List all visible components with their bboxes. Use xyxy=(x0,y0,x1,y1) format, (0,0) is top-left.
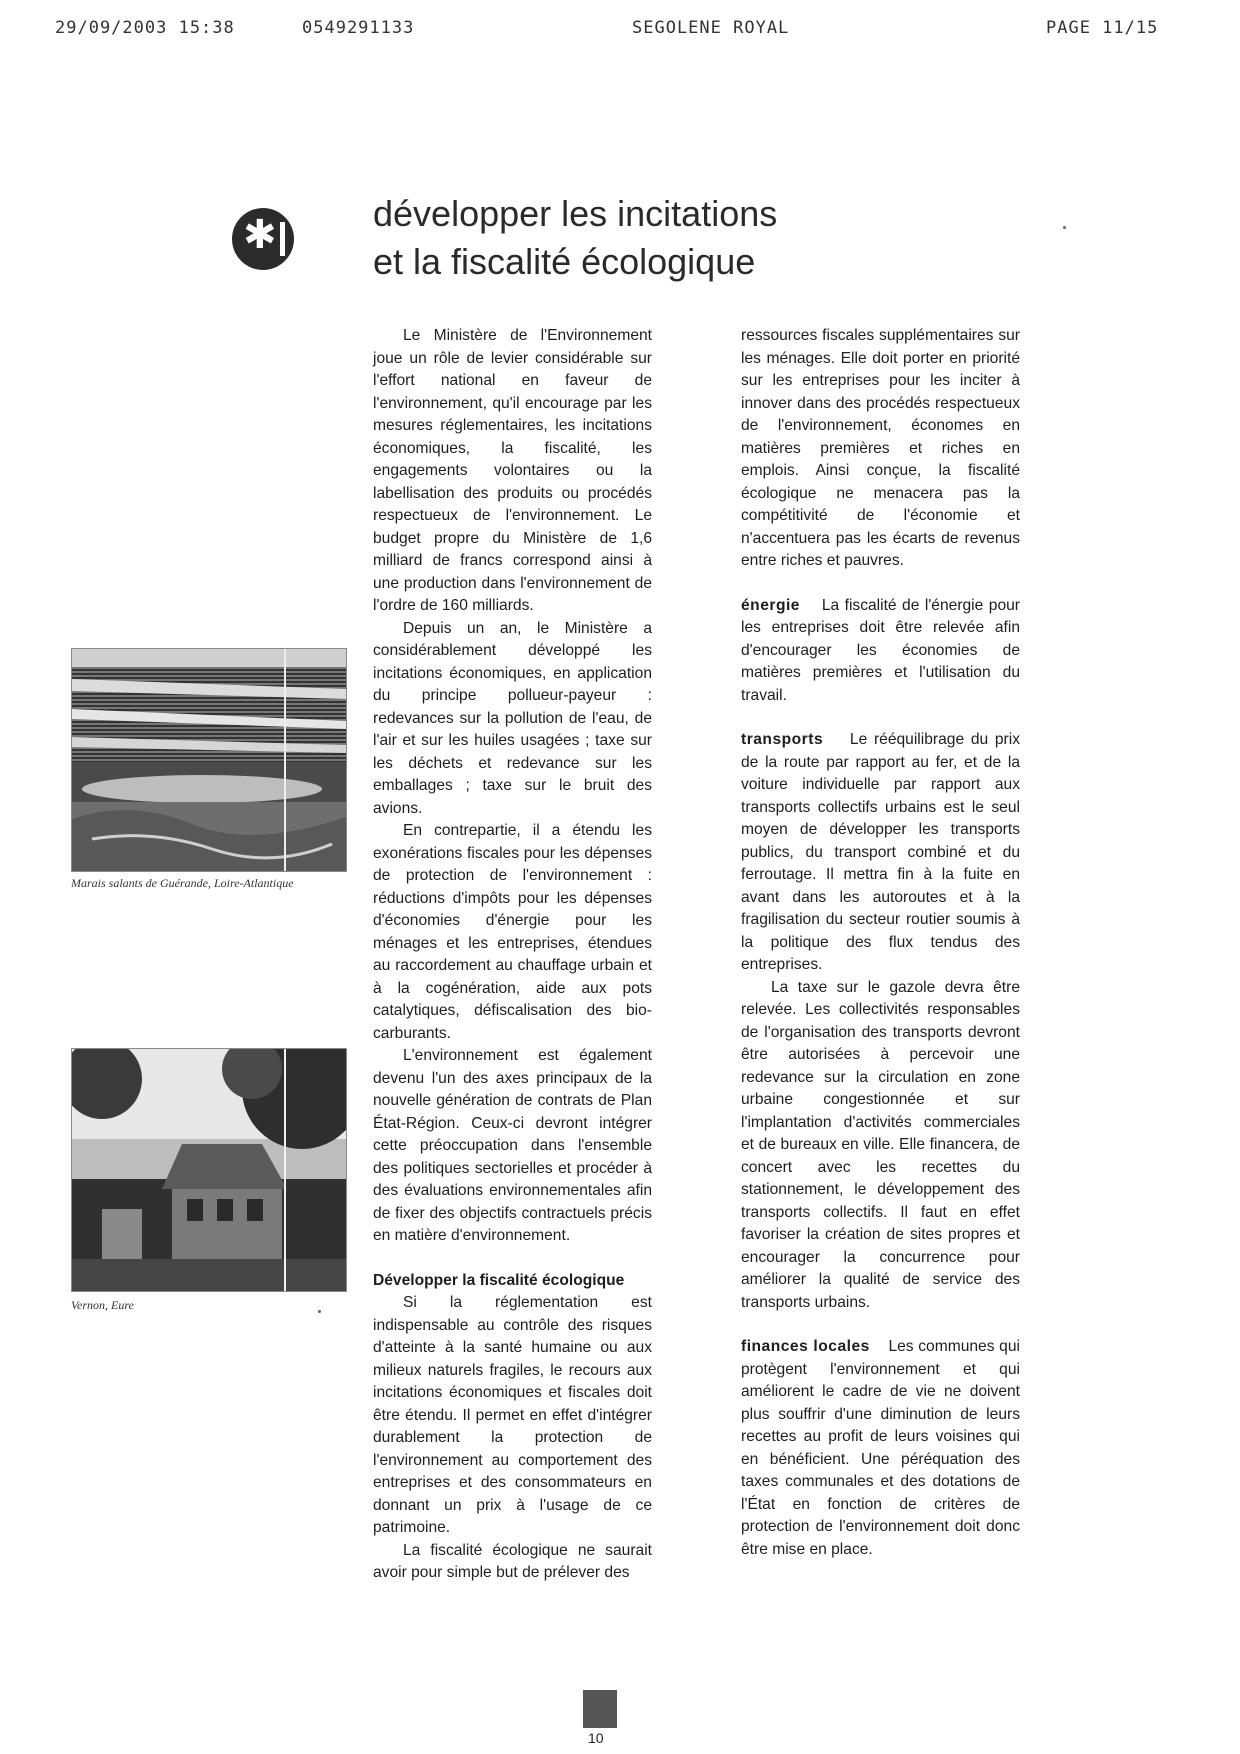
page-number: 10 xyxy=(588,1730,604,1746)
transports-paragraph xyxy=(741,729,1020,977)
scan-speck xyxy=(318,1310,321,1313)
energie-paragraph xyxy=(741,595,1020,708)
fax-number: 0549291133 xyxy=(302,18,415,38)
transports-text: Le rééquilibrage du prix de la route par rapport au fer, et de la voiture individuelle par rapport aux transports collectifs urbains est le seul moyen de développer les transports publics, du transport combiné et du ferroutage. Il mettra fin à la fuite en avant dans les autoroutes et à la fragilisation du secteur routier soumis à la politique des flux tendus des entreprises. xyxy=(741,731,1020,973)
finances-text: Les communes qui protègent l'environnement et qui améliorent le cadre de vie ne doivent plus souffrir d'une diminution de leurs recettes au profit de leurs voisines qui en bénéficient. Une péréquation des taxes communales et des dotations de l'État en fonction de critères de protection de l'environnement doit donc être mise en place. xyxy=(741,1338,1020,1558)
photo-caption-vernon: Vernon, Eure xyxy=(71,1298,134,1312)
col1-paragraph-3: En contrepartie, il a étendu les exonérations fiscales pour les dépenses de protection de l'environnement : réductions d'impôts pour les dépenses d'économies d'énergie pour les ménages et les entreprises, étendues au raccordement au chauffage urbain et à la cogénération, aide aux pots catalytiques, défiscalisation des bio-carburants. xyxy=(373,822,652,1042)
col1-paragraph-1: Le Ministère de l'Environnement joue un rôle de levier considérable sur l'effort national en faveur de l'environnement, qu'il encourage par les mesures réglementaires, les incitations économiques, la fiscalité, les engagements volontaires ou la labellisation des produits ou procédés respectueux de l'environnement. Le budget propre du Ministère de 1,6 milliard de francs correspond ainsi à une production dans l'environnement de l'ordre de 160 milliards. xyxy=(373,327,652,614)
col1-paragraph-5: Si la réglementation est indispensable au contrôle des risques d'atteinte à la santé humaine ou aux milieux naturels fragiles, le recours aux incitations économiques et fiscales doit être étendu. Il permet en effet d'intégrer durablement la protection de l'environnement au comportement des entreprises et des consommateurs en donnant un prix à l'usage de ce patrimoine. xyxy=(373,1294,652,1536)
energie-keyword: énergie xyxy=(741,596,800,614)
title-line-1: développer les incitations xyxy=(373,193,778,234)
page-title xyxy=(373,190,777,286)
col2-paragraph-2: La taxe sur le gazole devra être relevée. Les collectivités responsables de l'organisation des transports devront être autorisées à percevoir une redevance sur la circulation en zone urbaine congestionnée et sur l'implantation d'activités commerciales et de bureaux en ville. Elle financera, de concert avec les recettes du stationnement, le développement des transports collectifs. Il faut en effet favoriser la création de sites propres et encourager la concurrence pour améliorer la qualité de service des transports urbains. xyxy=(741,978,1020,1311)
energie-text: La fiscalité de l'énergie pour les entreprises doit être relevée afin d'encourager les économies de matières premières et l'utilisation du travail. xyxy=(741,596,1020,704)
article-column-1 xyxy=(373,325,652,1585)
salt-marsh-photo xyxy=(71,648,347,872)
finances-keyword: finances locales xyxy=(741,1338,870,1355)
fax-sender: SEGOLENE ROYAL xyxy=(632,18,790,38)
fax-datetime: 29/09/2003 15:38 xyxy=(55,18,235,38)
title-line-2: et la fiscalité écologique xyxy=(373,241,756,282)
transports-keyword: transports xyxy=(741,731,824,748)
finances-paragraph xyxy=(741,1336,1020,1561)
vernon-photo xyxy=(71,1048,347,1292)
page-marker xyxy=(583,1690,617,1728)
fax-page: PAGE 11/15 xyxy=(1046,18,1159,38)
col1-paragraph-4: L'environnement est également devenu l'un des axes principaux de la nouvelle génération de contrats de Plan État-Région. Ceux-ci devront intégrer cette préoccupation dans l'ensemble des politiques sectorielles et procéder à des évaluations environnementales afin de fixer des objectifs contractuels précis en matière d'environnement. xyxy=(373,1047,652,1244)
col1-paragraph-2: Depuis un an, le Ministère a considérablement développé les incitations économiques, en application du principe pollueur-payeur : redevances sur la pollution de l'eau, de l'air et sur les huiles usagées ; taxe sur les déchets et redevance sur les emballages ; taxe sur le bruit des avions. xyxy=(373,619,652,817)
col1-paragraph-6: La fiscalité écologique ne saurait avoir pour simple but de prélever des xyxy=(373,1541,652,1581)
article-column-2 xyxy=(741,325,1020,1561)
col2-paragraph-1: ressources fiscales supplémentaires sur les ménages. Elle doit porter en priorité sur les entreprises pour les inciter à innover dans des procédés respectueux de l'environnement, économes en matières premières et riches en emplois. Ainsi conçue, la fiscalité écologique ne menacera pas la compétitivité de l'économie et n'accentuera pas les écarts de revenus entre riches et pauvres. xyxy=(741,327,1020,569)
section-subheading: Développer la fiscalité écologique xyxy=(373,1271,625,1289)
scan-speck xyxy=(1063,226,1066,229)
photo-caption-salt-marsh: Marais salants de Guérande, Loire-Atlantique xyxy=(71,876,294,890)
asterisk-logo-icon: ✱ xyxy=(232,208,294,270)
